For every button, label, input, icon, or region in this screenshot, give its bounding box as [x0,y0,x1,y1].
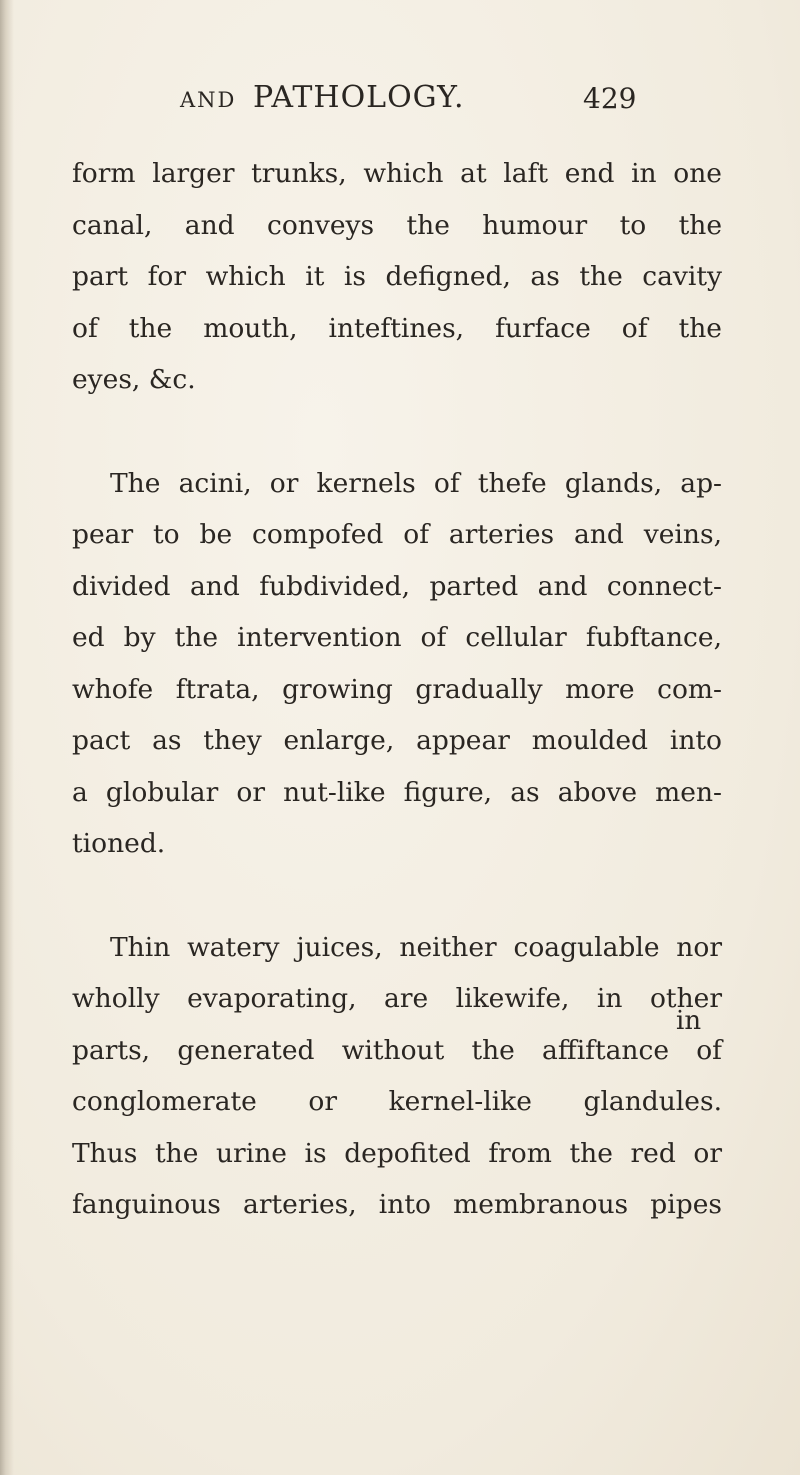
page-number: 429 [583,82,637,115]
text-line: whofe ftrata, growing gradually more com- [72,673,722,705]
text-line: conglomerate or kernel-like glandules. [72,1086,722,1117]
text-line: Thin watery juices, neither coagulable nor [110,931,722,963]
text-line: eyes, &c. [72,364,196,395]
running-head-title: PATHOLOGY. [252,80,465,115]
text-line: fanguinous arteries, into membranous pipes [72,1189,722,1220]
paragraph-1 [72,148,722,406]
text-line: pact as they enlarge, appear moulded into [72,725,722,756]
text-line: pear to be compofed of arteries and veins, [72,519,722,550]
paragraph-gap [72,406,722,458]
text-line: divided and fubdivided, parted and connect- [72,570,722,602]
text-line: form larger trunks, which at laft end in one [72,158,722,189]
text-line: canal, and conveys the humour to the [72,209,722,241]
catchword: in [676,1006,702,1036]
running-head-prefix: AND [180,88,237,112]
text-line: Thus the urine is depofited from the red or [72,1137,722,1169]
paragraph-3 [72,922,722,1231]
text-line: parts, generated without the affiftance of [72,1034,722,1066]
page-header [0,80,800,130]
text-line: of the mouth, inteftines, furface of the [72,312,722,344]
text-line: ed by the intervention of cellular fubftance, [72,622,722,653]
text-line: The acini, or kernels of thefe glands, ap- [110,467,722,499]
body-text [72,148,722,1231]
paragraph-gap [72,870,722,922]
running-head [180,80,465,115]
paragraph-2 [72,458,722,870]
spine-shadow [0,0,14,1475]
text-line: tioned. [72,828,166,859]
text-line: a globular or nut-like figure, as above men- [72,776,722,808]
text-line: part for which it is defigned, as the cavity [72,261,722,292]
text-line: wholly evaporating, are likewife, in other [72,983,722,1014]
